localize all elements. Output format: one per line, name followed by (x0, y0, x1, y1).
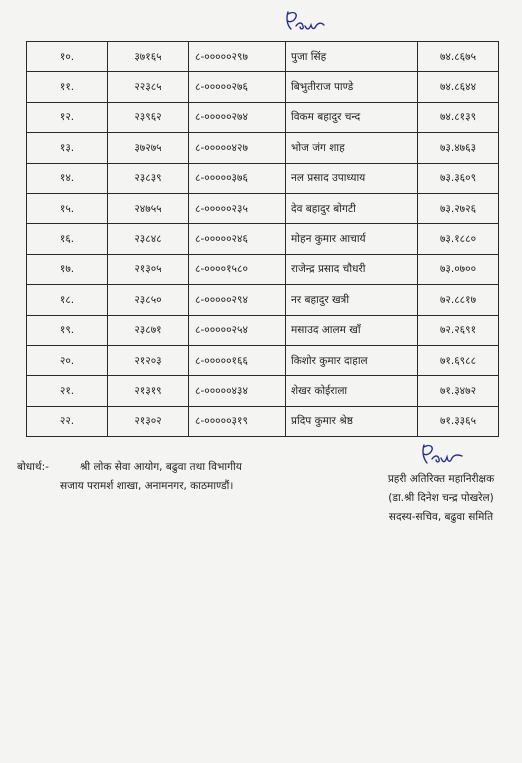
serial-number-cell: ११. (27, 72, 108, 102)
code-number-cell: ८-०००००२५४ (189, 315, 286, 345)
cc-line-2: सजाय परामर्श शाखा, अनामनगर, काठमाण्डौं। (60, 480, 234, 492)
promotion-results-table (26, 41, 499, 437)
table-row (27, 315, 499, 345)
score-cell: ७४.८१३९ (418, 102, 499, 132)
score-cell: ७२.८८१७ (418, 285, 499, 315)
candidate-name-cell: किशोर कुमार दाहाल (286, 345, 418, 375)
signatory-title: प्रहरी अतिरिक्त महानिरीक्षक (387, 473, 495, 485)
serial-number-cell: १०. (27, 42, 108, 72)
roll-number-cell: ३७१६५ (108, 42, 189, 72)
serial-number-cell: २१. (27, 376, 108, 406)
table-row (27, 345, 499, 375)
serial-number-cell: १३. (27, 133, 108, 163)
serial-number-cell: १५. (27, 193, 108, 223)
serial-number-cell: १२. (27, 102, 108, 132)
roll-number-cell: २१३०५ (108, 254, 189, 284)
initials-signature-top (282, 8, 328, 34)
signatory-block (366, 441, 516, 527)
serial-number-cell: १६. (27, 224, 108, 254)
table-row (27, 42, 499, 72)
score-cell: ७४.८६७५ (418, 42, 499, 72)
table-row (27, 285, 499, 315)
roll-number-cell: २३८५० (108, 285, 189, 315)
roll-number-cell: २१२०३ (108, 345, 189, 375)
candidate-name-cell: प्रदिप कुमार श्रेष्ठ (286, 406, 418, 436)
candidate-name-cell: मसाउद आलम खाँ (286, 315, 418, 345)
code-number-cell: ८-०००००१६६ (189, 345, 286, 375)
table-row (27, 224, 499, 254)
signatory-role: सदस्य-सचिव, बढुवा समिति (388, 511, 494, 523)
code-number-cell: ८-०००००२९४ (189, 285, 286, 315)
score-cell: ७३.४७६३ (418, 133, 499, 163)
roll-number-cell: २२३८५ (108, 72, 189, 102)
cc-line-1: श्री लोक सेवा आयोग, बढुवा तथा विभागीय (80, 461, 242, 473)
score-cell: ७४.८६४४ (418, 72, 499, 102)
roll-number-cell: २३९६२ (108, 102, 189, 132)
code-number-cell: ८-०००००२४६ (189, 224, 286, 254)
code-number-cell: ८-०००००२७४ (189, 102, 286, 132)
roll-number-cell: ३७२७५ (108, 133, 189, 163)
cc-label: बोधार्थ:- (17, 461, 49, 473)
serial-number-cell: १८. (27, 285, 108, 315)
candidate-name-cell: पुजा सिंह (286, 42, 418, 72)
score-cell: ७३.३६०९ (418, 163, 499, 193)
roll-number-cell: २३८४८ (108, 224, 189, 254)
table-row (27, 193, 499, 223)
table-row (27, 163, 499, 193)
candidate-name-cell: शेखर कोईराला (286, 376, 418, 406)
candidate-name-cell: मोहन कुमार आचार्य (286, 224, 418, 254)
roll-number-cell: २३८७१ (108, 315, 189, 345)
serial-number-cell: १७. (27, 254, 108, 284)
signature-bottom (418, 441, 464, 467)
score-cell: ७१.३४७२ (418, 376, 499, 406)
code-number-cell: ८-०००००२३५ (189, 193, 286, 223)
candidate-name-cell: देव बहादुर बोगटी (286, 193, 418, 223)
code-number-cell: ८-०००००२९७ (189, 42, 286, 72)
table-row (27, 376, 499, 406)
score-cell: ७१.३३६५ (418, 406, 499, 436)
code-number-cell: ८-०००००३१९ (189, 406, 286, 436)
candidate-name-cell: नर बहादुर खत्री (286, 285, 418, 315)
roll-number-cell: २१३०२ (108, 406, 189, 436)
score-cell: ७३.१८८० (418, 224, 499, 254)
score-cell: ७३.२७२६ (418, 193, 499, 223)
table-row (27, 102, 499, 132)
serial-number-cell: २०. (27, 345, 108, 375)
code-number-cell: ८-०००००४२७ (189, 133, 286, 163)
serial-number-cell: १९. (27, 315, 108, 345)
table-row (27, 133, 499, 163)
score-cell: ७३.०७०० (418, 254, 499, 284)
roll-number-cell: २४७५५ (108, 193, 189, 223)
signatory-name: (डा.श्री दिनेश चन्द्र पोखरेल) (388, 492, 494, 504)
score-cell: ७२.२६९१ (418, 315, 499, 345)
code-number-cell: ८-००००१५८० (189, 254, 286, 284)
serial-number-cell: २२. (27, 406, 108, 436)
code-number-cell: ८-०००००२७६ (189, 72, 286, 102)
serial-number-cell: १४. (27, 163, 108, 193)
candidate-name-cell: राजेन्द्र प्रसाद चौधरी (286, 254, 418, 284)
table-row (27, 406, 499, 436)
candidate-name-cell: नल प्रसाद उपाध्याय (286, 163, 418, 193)
candidate-name-cell: बिभुतीराज पाण्डे (286, 72, 418, 102)
score-cell: ७१.६९८८ (418, 345, 499, 375)
roll-number-cell: २१३१९ (108, 376, 189, 406)
table-row (27, 254, 499, 284)
code-number-cell: ८-०००००४३४ (189, 376, 286, 406)
code-number-cell: ८-०००००३७६ (189, 163, 286, 193)
roll-number-cell: २३८३९ (108, 163, 189, 193)
table-row (27, 72, 499, 102)
candidate-name-cell: विकम बहादुर चन्द (286, 102, 418, 132)
candidate-name-cell: भोज जंग शाह (286, 133, 418, 163)
